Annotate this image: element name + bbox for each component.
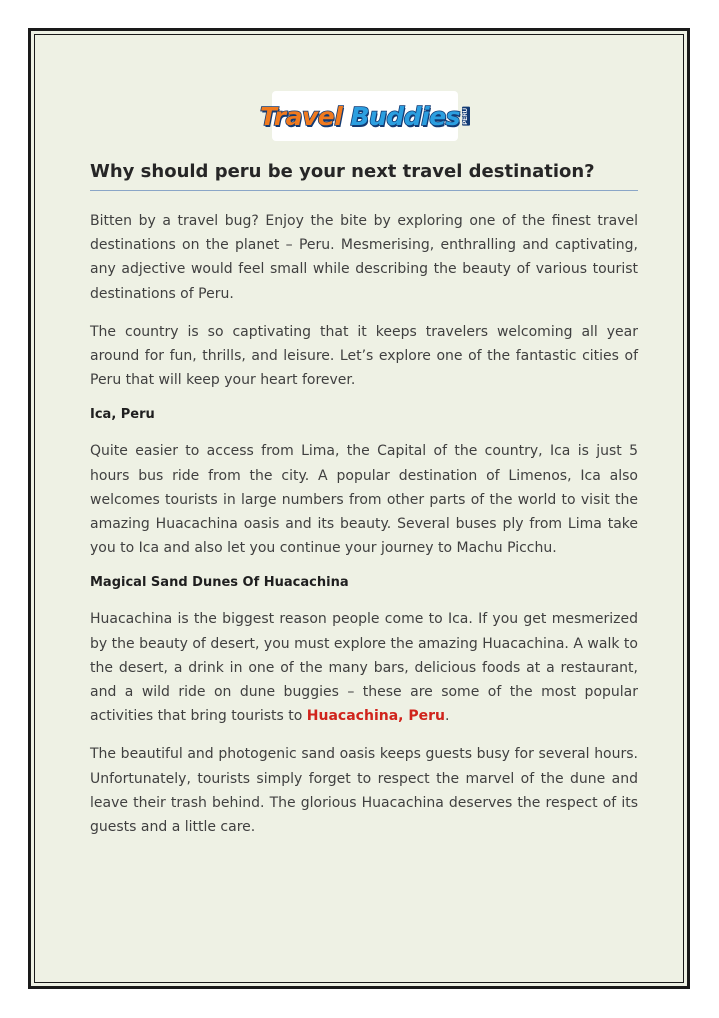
logo-word-buddies: Buddies — [350, 101, 461, 131]
paragraph-huacachina-text: Huacachina is the biggest reason people come to Ica. If you get mesmerized by the beauty of desert, you must explore the amazing Huacachina. A walk to the desert, a drink in one of the many bars, delicious foods at a restaurant, and a wild ride on dune buggies – these are some of the most popular activities that bring tourists to — [90, 611, 638, 725]
paragraph-country: The country is so captivating that it keeps travelers welcoming all year around for fun, thrills, and leisure. Let’s explore one of the fantastic cities of Peru that will keep your heart forever. — [90, 323, 638, 389]
page-frame — [28, 28, 690, 989]
page-inner-border — [34, 34, 684, 983]
logo-tag-peru: PERU — [463, 107, 470, 125]
title-divider — [90, 190, 638, 191]
paragraph-ica: Quite easier to access from Lima, the Capital of the country, Ica is just 5 hours bus ride from the city. A popular destination of Limenos, Ica also welcomes tourists in large numbers from other parts of the world to visit the amazing Huacachina oasis and its beauty. Several buses ply from Lima take you to Ica and also let you continue your journey to Machu Picchu. — [90, 443, 638, 557]
travel-buddies-logo — [259, 91, 470, 141]
huacachina-peru-link[interactable]: Huacachina, Peru — [306, 708, 445, 725]
article-title: Why should peru be your next travel destination? — [90, 161, 595, 182]
heading-sand-dunes: Magical Sand Dunes Of Huacachina — [90, 575, 349, 591]
article-body — [90, 209, 638, 853]
logo-word-travel: Travel — [259, 101, 343, 131]
paragraph-intro: Bitten by a travel bug? Enjoy the bite by exploring one of the finest travel destinations on the planet – Peru. Mesmerising, enthralling and captivating, any adjective would feel small while describing the beauty of various tourist destinations of Peru. — [90, 213, 638, 302]
logo-wordmark — [260, 102, 460, 131]
paragraph-huacachina — [90, 607, 638, 728]
paragraph-huacachina-end: . — [444, 708, 450, 725]
paragraph-oasis: The beautiful and photogenic sand oasis keeps guests busy for several hours. Unfortunately, tourists simply forget to respect the marvel of the dune and leave their trash behind. The glorious Huacachina deserves the respect of its guests and a little care. — [90, 746, 638, 836]
heading-ica-peru: Ica, Peru — [90, 407, 155, 423]
